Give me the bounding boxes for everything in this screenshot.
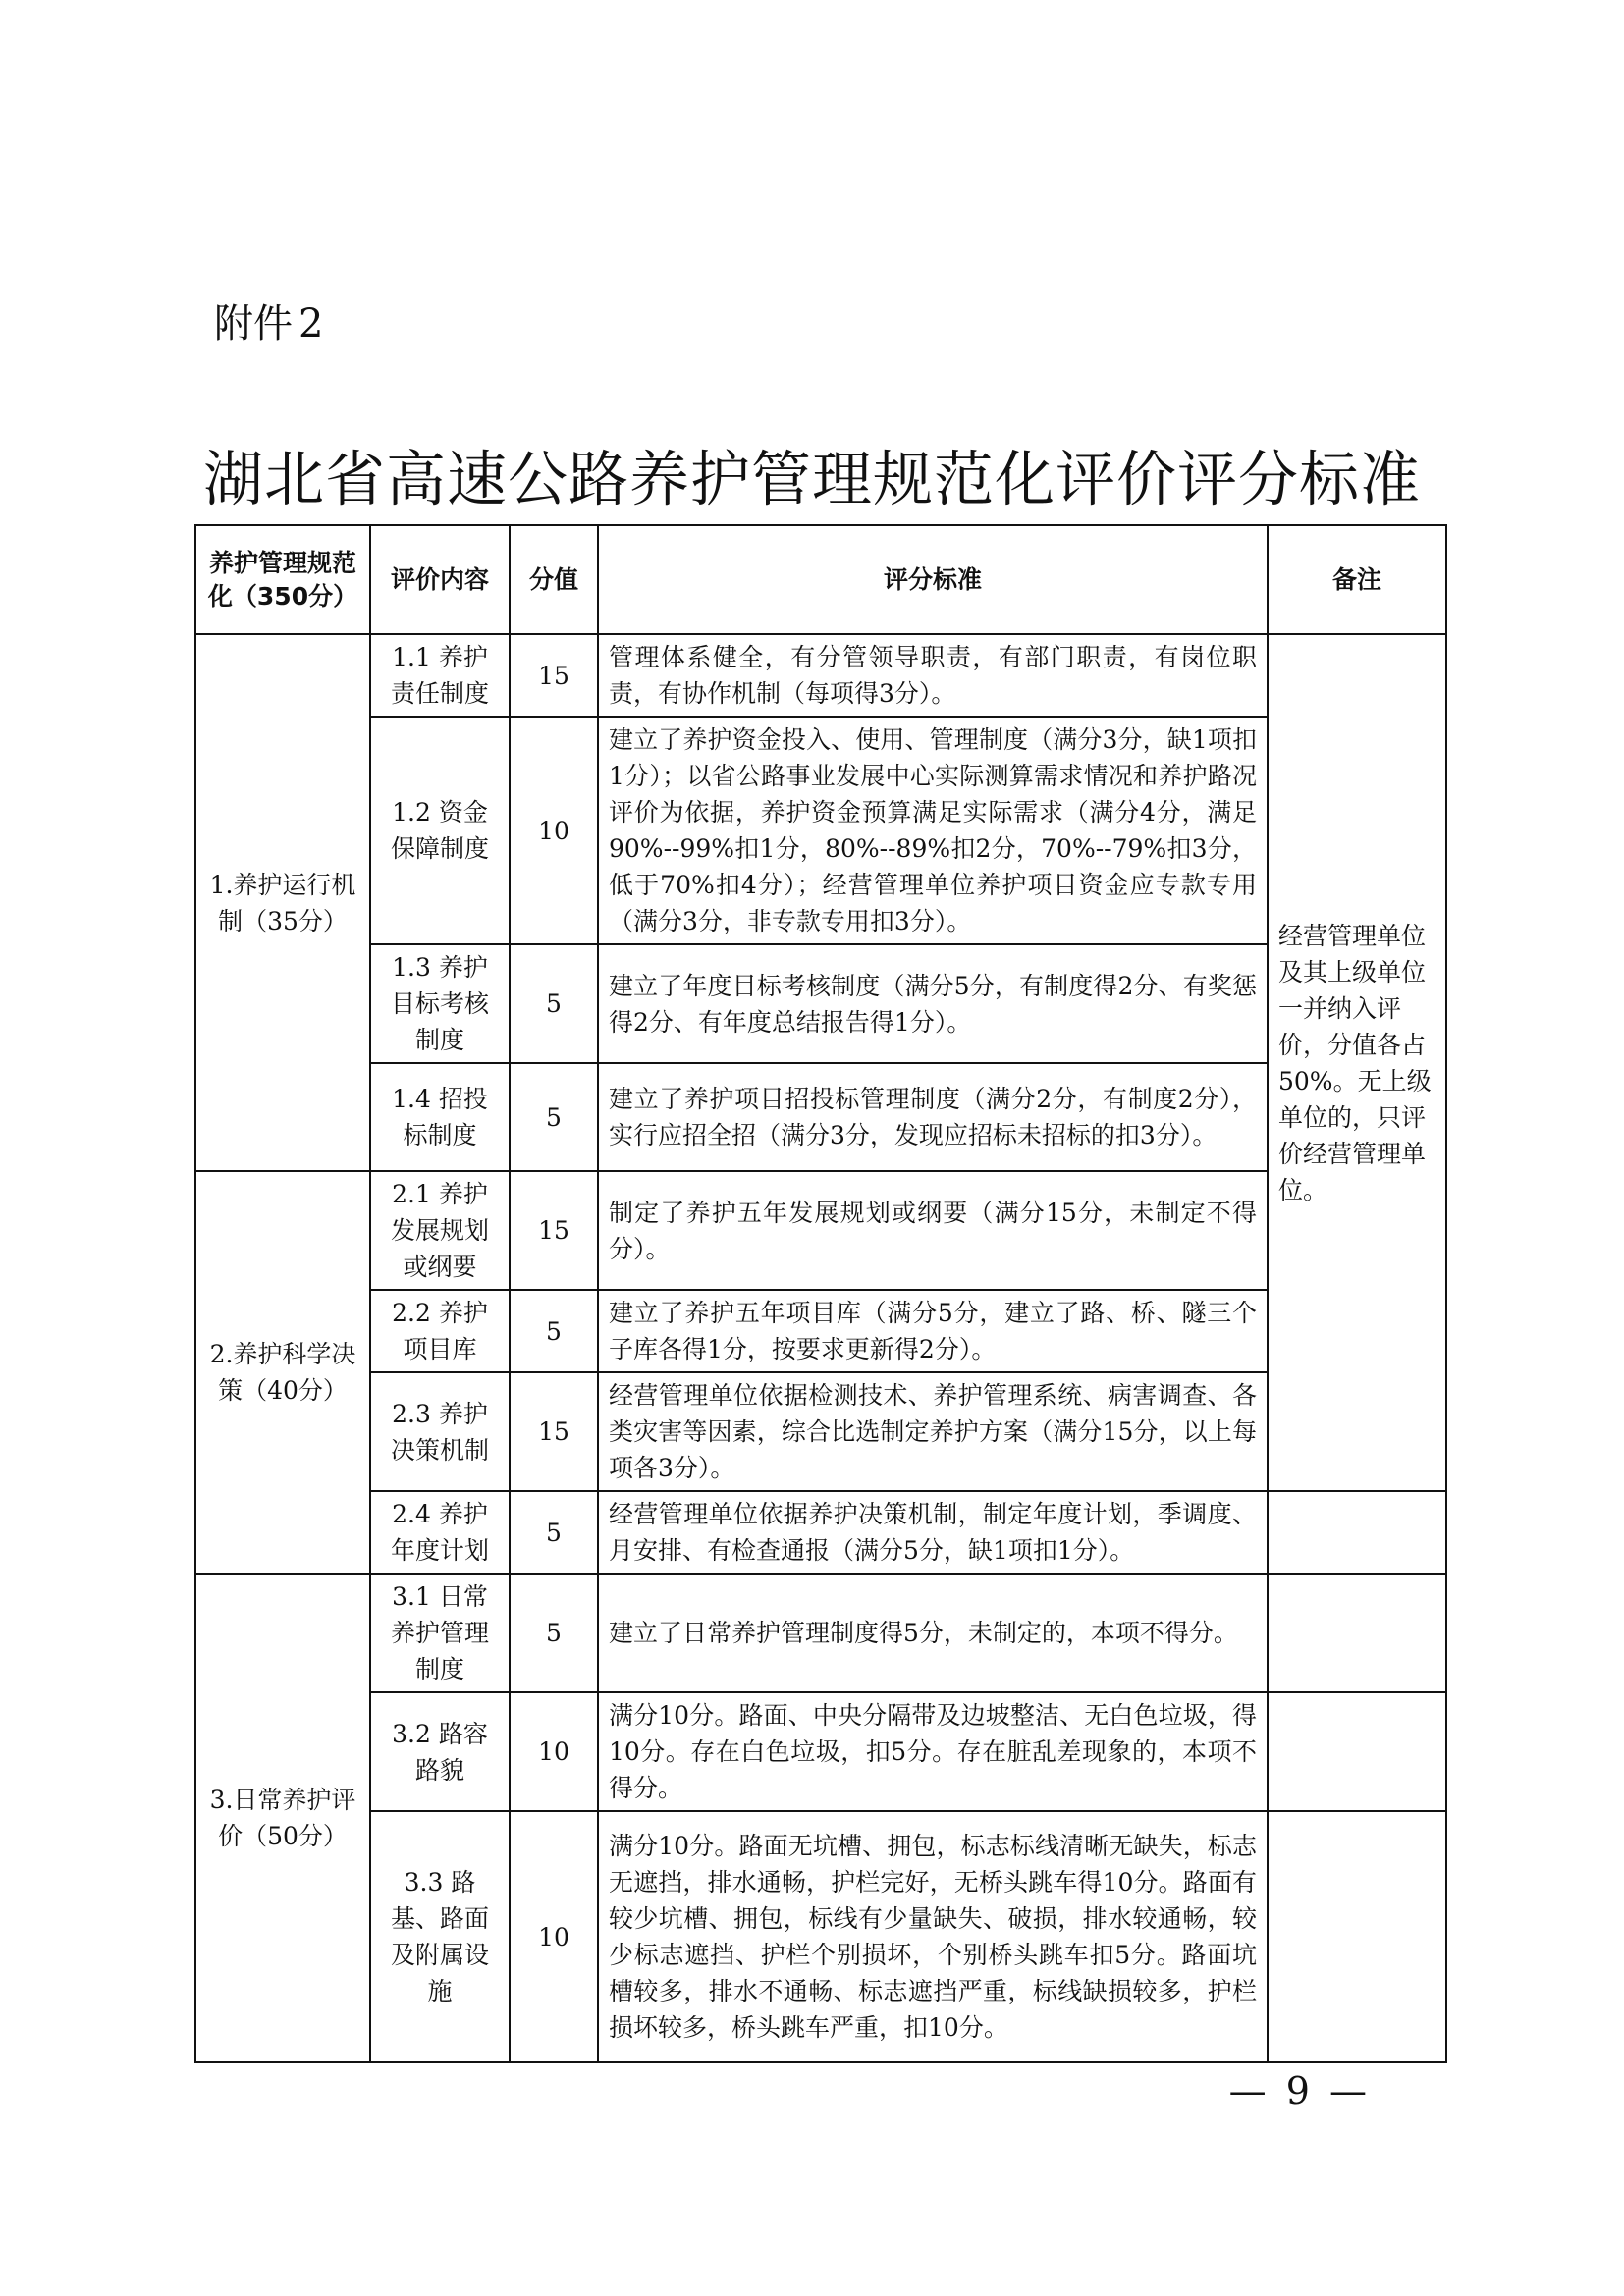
content-cell: 1.2 资金保障制度 [370, 717, 510, 944]
content-cell: 1.4 招投标制度 [370, 1063, 510, 1171]
content-cell: 2.3 养护决策机制 [370, 1372, 510, 1491]
content-cell: 3.1 日常养护管理制度 [370, 1574, 510, 1692]
table-row [195, 1491, 1446, 1574]
content-cell: 2.4 养护年度计划 [370, 1491, 510, 1574]
table-row [195, 634, 1446, 717]
remark-empty-cell [1268, 1574, 1446, 1692]
col-header-score: 分值 [510, 525, 598, 634]
content-cell: 2.1 养护发展规划或纲要 [370, 1171, 510, 1290]
remark-empty-cell [1268, 1692, 1446, 1811]
remark-cell: 经营管理单位及其上级单位一并纳入评价，分值各占50%。无上级单位的，只评价经营管理单位。 [1268, 634, 1446, 1491]
table-row [195, 1692, 1446, 1811]
criteria-cell: 经营管理单位依据检测技术、养护管理系统、病害调查、各类灾害等因素，综合比选制定养护方案（满分15分，以上每项各3分）。 [598, 1372, 1268, 1491]
table-header-row [195, 525, 1446, 634]
document-title: 湖北省高速公路养护管理规范化评价评分标准 [202, 445, 1421, 514]
table-row [195, 717, 1446, 944]
score-cell: 15 [510, 634, 598, 717]
criteria-cell: 建立了养护项目招投标管理制度（满分2分，有制度2分），实行应招全招（满分3分，发现应招标未招标的扣3分）。 [598, 1063, 1268, 1171]
table-row [195, 1171, 1446, 1290]
criteria-cell: 建立了养护五年项目库（满分5分，建立了路、桥、隧三个子库各得1分，按要求更新得2分）。 [598, 1290, 1268, 1372]
col-header-criteria: 评分标准 [598, 525, 1268, 634]
table-row [195, 944, 1446, 1063]
remark-empty-cell [1268, 1491, 1446, 1574]
table-row [195, 1063, 1446, 1171]
criteria-cell: 建立了年度目标考核制度（满分5分，有制度得2分、有奖惩得2分、有年度总结报告得1分）。 [598, 944, 1268, 1063]
score-cell: 15 [510, 1171, 598, 1290]
score-cell: 5 [510, 1491, 598, 1574]
scoring-table [194, 524, 1447, 2063]
table-row [195, 1372, 1446, 1491]
criteria-cell: 满分10分。路面无坑槽、拥包，标志标线清晰无缺失，标志无遮挡，排水通畅，护栏完好，无桥头跳车得10分。路面有较少坑槽、拥包，标线有少量缺失、破损，排水较通畅，较少标志遮挡、护栏个别损坏，个别桥头跳车扣5分。路面坑槽较多，排水不通畅、标志遮挡严重，标线缺损较多，护栏损坏较多，桥头跳车严重，扣10分。 [598, 1811, 1268, 2062]
content-cell: 3.3 路基、路面及附属设施 [370, 1811, 510, 2062]
criteria-cell: 制定了养护五年发展规划或纲要（满分15分，未制定不得分）。 [598, 1171, 1268, 1290]
content-cell: 1.3 养护目标考核制度 [370, 944, 510, 1063]
table-row [195, 1811, 1446, 2062]
col-header-content: 评价内容 [370, 525, 510, 634]
score-cell: 10 [510, 717, 598, 944]
category-cell: 1.养护运行机制（35分） [195, 634, 370, 1171]
criteria-cell: 建立了养护资金投入、使用、管理制度（满分3分，缺1项扣1分）；以省公路事业发展中心实际测算需求情况和养护路况评价为依据，养护资金预算满足实际需求（满分4分，满足90%--99%扣1分，80%--89%扣2分，70%--79%扣3分，低于70%扣4分）；经营管理单位养护项目资金应专款专用（满分3分，非专款专用扣3分）。 [598, 717, 1268, 944]
criteria-cell: 经营管理单位依据养护决策机制，制定年度计划，季调度、月安排、有检查通报（满分5分，缺1项扣1分）。 [598, 1491, 1268, 1574]
attachment-number: 2 [298, 301, 324, 347]
criteria-cell: 管理体系健全，有分管领导职责，有部门职责，有岗位职责，有协作机制（每项得3分）。 [598, 634, 1268, 717]
score-cell: 10 [510, 1692, 598, 1811]
col-header-remark: 备注 [1268, 525, 1446, 634]
page-number: — 9 — [1228, 2069, 1371, 2112]
score-cell: 5 [510, 944, 598, 1063]
col-header-category: 养护管理规范化（350分） [195, 525, 370, 634]
content-cell: 1.1 养护责任制度 [370, 634, 510, 717]
attachment-label-text: 附件 [214, 301, 293, 347]
table-row [195, 1290, 1446, 1372]
criteria-cell: 建立了日常养护管理制度得5分，未制定的，本项不得分。 [598, 1574, 1268, 1692]
category-cell: 3.日常养护评价（50分） [195, 1574, 370, 2062]
content-cell: 2.2 养护项目库 [370, 1290, 510, 1372]
score-cell: 5 [510, 1063, 598, 1171]
attachment-label [214, 293, 323, 348]
score-cell: 5 [510, 1290, 598, 1372]
score-cell: 10 [510, 1811, 598, 2062]
score-cell: 5 [510, 1574, 598, 1692]
remark-empty-cell [1268, 1811, 1446, 2062]
content-cell: 3.2 路容路貌 [370, 1692, 510, 1811]
score-cell: 15 [510, 1372, 598, 1491]
category-cell: 2.养护科学决策（40分） [195, 1171, 370, 1574]
table-row [195, 1574, 1446, 1692]
criteria-cell: 满分10分。路面、中央分隔带及边坡整洁、无白色垃圾，得10分。存在白色垃圾，扣5分。存在脏乱差现象的，本项不得分。 [598, 1692, 1268, 1811]
